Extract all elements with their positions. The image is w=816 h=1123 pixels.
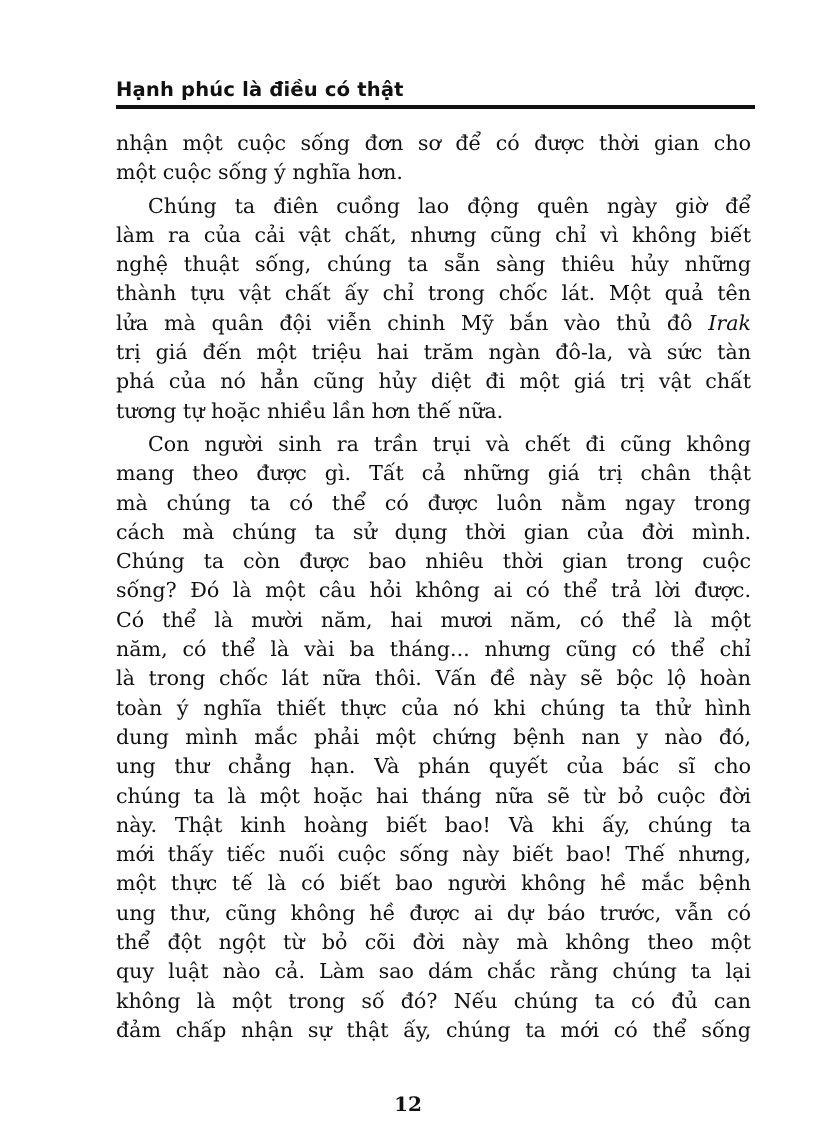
text-line: toàn ý nghĩa thiết thực của nó khi chúng ta thử hình [116, 695, 751, 720]
text-line: phá của nó hẳn cũng hủy diệt đi một giá trị vật chất [116, 369, 751, 394]
text-line: thể đột ngột từ bỏ cõi đời này mà không theo một [116, 930, 751, 955]
text-line: trị giá đến một triệu hai trăm ngàn đô-la, và sức tàn [116, 340, 751, 365]
running-header-title: Hạnh phúc là điều có thật [116, 78, 404, 101]
text-line: là trong chốc lát nữa thôi. Vấn đề này sẽ bộc lộ hoàn [116, 666, 751, 691]
text-segment: lửa mà quân đội viễn chinh Mỹ bắn vào thủ đô [116, 310, 709, 335]
text-line: không là một trong số đó? Nếu chúng ta có đủ can [116, 988, 751, 1013]
text-line: ung thư chẳng hạn. Và phán quyết của bác sĩ cho [116, 754, 751, 779]
text-line: chúng ta là một hoặc hai tháng nữa sẽ từ bỏ cuộc đời [116, 783, 751, 808]
text-line: cách mà chúng ta sử dụng thời gian của đời mình. [116, 519, 751, 544]
text-line: Chúng ta điên cuồng lao động quên ngày giờ để [148, 193, 751, 218]
text-line: mới thấy tiếc nuối cuộc sống này biết bao! Thế nhưng, [116, 842, 751, 867]
header-rule [116, 105, 755, 109]
paragraph-1 [116, 129, 751, 188]
italic-place-name: Irak [708, 310, 751, 335]
text-line: mang theo được gì. Tất cả những giá trị chân thật [116, 461, 751, 486]
text-line: Chúng ta còn được bao nhiêu thời gian trong cuộc [116, 549, 751, 574]
paragraph-2 [116, 192, 751, 426]
text-line: nhận một cuộc sống đơn sơ để có được thời gian cho [116, 131, 751, 155]
text-line: tương tự hoặc nhiều lần hơn thế nữa. [116, 398, 504, 423]
text-line: Có thể là mười năm, hai mươi năm, có thể là một [116, 607, 751, 632]
text-line: một cuộc sống ý nghĩa hơn. [116, 160, 403, 185]
text-line: sống? Đó là một câu hỏi không ai có thể trả lời được. [116, 578, 751, 603]
paragraph-3 [116, 430, 751, 1045]
text-line: một thực tế là có biết bao người không hề mắc bệnh [116, 871, 751, 896]
text-line: dung mình mắc phải một chứng bệnh nan y nào đó, [116, 724, 751, 749]
text-line: quy luật nào cả. Làm sao dám chắc rằng chúng ta lại [116, 959, 751, 984]
page-number: 12 [394, 1092, 422, 1116]
text-line: nghệ thuật sống, chúng ta sẵn sàng thiêu hủy những [116, 252, 751, 277]
text-line: này. Thật kinh hoàng biết bao! Và khi ấy, chúng ta [116, 812, 751, 837]
text-line: làm ra của cải vật chất, nhưng cũng chỉ vì không biết [116, 222, 751, 247]
body-text [116, 129, 751, 1049]
text-line: đảm chấp nhận sự thật ấy, chúng ta mới có thể sống [116, 1017, 751, 1042]
text-line-with-italic [116, 309, 751, 338]
text-line: thành tựu vật chất ấy chỉ trong chốc lát. Một quả tên [116, 281, 751, 306]
text-line: Con người sinh ra trần trụi và chết đi cũng không [148, 431, 751, 456]
text-line: mà chúng ta có thể có được luôn nằm ngay trong [116, 490, 751, 515]
text-line: ung thư, cũng không hề được ai dự báo trước, vẫn có [116, 900, 751, 925]
text-line: năm, có thể là vài ba tháng... nhưng cũng có thể chỉ [116, 637, 751, 662]
